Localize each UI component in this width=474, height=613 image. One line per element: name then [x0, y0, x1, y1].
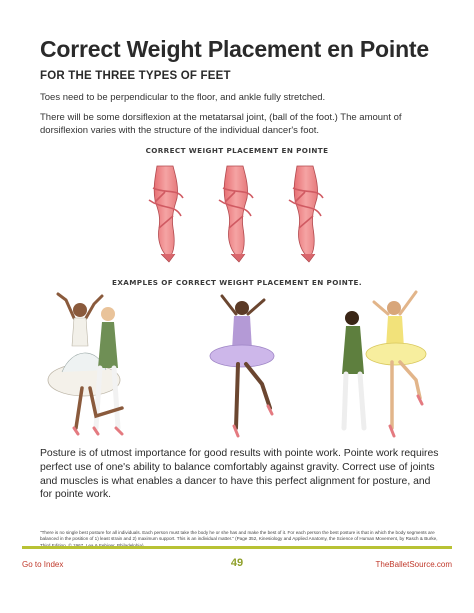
posture-paragraph: Posture is of utmost importance for good results with pointe work. Pointe work requires perfect use of one's ability to balance comfortably against gravity. Correct use of joints and muscles is what enables a dancer to have this perfect alignment for posture, and for pointe work.	[40, 448, 439, 501]
pointe-shoe-icon	[219, 166, 253, 262]
footnote-quote: "There is no single best posture for all individuals. Each person must take the body he or she has and make the best of it. For each person the best posture is that in which the body segments are balanced in the position of 1) least strain and 2) maximum support. This is an individual matter." (Page 352, Kinesiology and Applied Anatomy, the Science of Human Movement, by Rasch & Burke,	[40, 530, 438, 542]
pointe-shoe-icon	[149, 166, 183, 262]
page-number: 49	[230, 557, 244, 569]
intro-paragraph-2: There will be some dorsiflexion at the metatarsal joint, (ball of the foot.) The amount of dorsiflexion varies with the structure of the individual dancer's foot.	[40, 112, 402, 136]
page-title: Correct Weight Placement en Pointe	[40, 36, 429, 62]
footer-divider	[22, 546, 452, 549]
dancers-illustration	[22, 288, 454, 444]
pointe-shoe-icon	[289, 166, 323, 262]
dancers-caption: EXAMPLES OF CORRECT WEIGHT PLACEMENT EN POINTE.	[112, 278, 362, 287]
dancing-couple-icon	[342, 292, 426, 436]
page-subtitle: FOR THE THREE TYPES OF FEET	[40, 70, 231, 82]
website-link[interactable]: TheBalletSource.com	[375, 560, 452, 569]
pointe-shoes-illustration	[135, 158, 345, 268]
dancing-couple-icon	[48, 294, 122, 434]
intro-paragraph-1: Toes need to be perpendicular to the floor, and ankle fully stretched.	[40, 92, 326, 103]
solo-dancer-icon	[210, 296, 274, 436]
go-to-index-link[interactable]: Go to Index	[22, 560, 64, 569]
shoes-caption: CORRECT WEIGHT PLACEMENT EN POINTE	[145, 146, 329, 155]
